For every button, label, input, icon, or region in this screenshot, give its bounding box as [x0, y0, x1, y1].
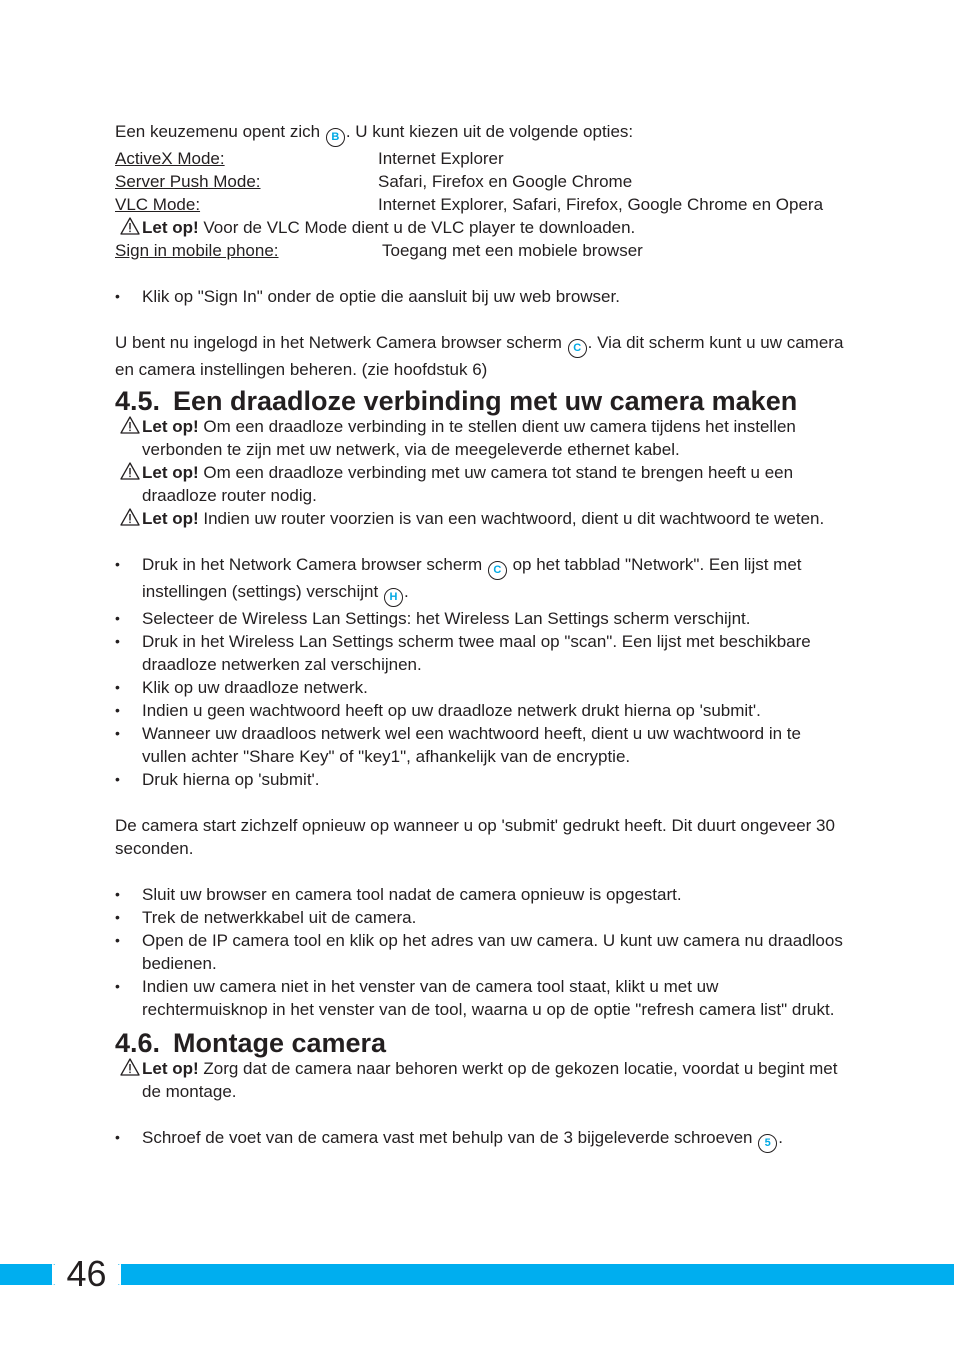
option-server-push: Server Push Mode: Safari, Firefox en Google Chrome — [115, 172, 633, 191]
section-heading-4-5: 4.5. Een draadloze verbinding met uw camera maken — [115, 386, 798, 416]
list-item: • Wanneer uw draadloos netwerk wel een wachtwoord heeft, dient u uw wachtwoord in te vullen achter "Share Key" of "key1", afhankelijk van de encryptie. — [115, 722, 845, 768]
list-item: • Indien u geen wachtwoord heeft op uw draadloze netwerk drukt hierna op 'submit'. — [115, 699, 845, 722]
list-item: • Druk in het Wireless Lan Settings scherm twee maal op "scan". Een lijst met beschikbare draadloze netwerken zal verschijnen. — [115, 630, 845, 676]
warning-ethernet: Let op! Om een draadloze verbinding in te stellen dient uw camera tijdens het instellen verbonden te zijn met uw netwerk, via de meegeleverde ethernet kabel. — [115, 415, 845, 461]
list-item: • Selecteer de Wireless Lan Settings: het Wireless Lan Settings scherm verschijnt. — [115, 607, 845, 630]
warning-vlc: Let op! Voor de VLC Mode dient u de VLC player te downloaden. — [115, 216, 845, 239]
signin-list — [115, 285, 845, 308]
warning-icon — [120, 508, 140, 526]
option-vlc: VLC Mode: Internet Explorer, Safari, Firefox, Google Chrome en Opera — [115, 195, 824, 214]
list-item: • Open de IP camera tool en klik op het adres van uw camera. U kunt uw camera nu draadloos bedienen. — [115, 929, 845, 975]
option-activex: ActiveX Mode: Internet Explorer — [115, 149, 504, 168]
list-item: • Sluit uw browser en camera tool nadat de camera opnieuw is opgestart. — [115, 883, 845, 906]
warning-password: Let op! Indien uw router voorzien is van een wachtwoord, dient u dit wachtwoord te weten. — [115, 507, 845, 530]
ref-marker-c: C — [568, 339, 587, 358]
option-mobile: Sign in mobile phone: Toegang met een mobiele browser — [115, 241, 643, 260]
footer-bar — [0, 1264, 954, 1285]
ref-marker-h: H — [384, 588, 403, 607]
warning-icon — [120, 462, 140, 480]
list-item: • Trek de netwerkkabel uit de camera. — [115, 906, 845, 929]
section-heading-4-6: 4.6. Montage camera — [115, 1028, 387, 1058]
list-item: • Druk hierna op 'submit'. — [115, 768, 845, 791]
page-content — [115, 120, 845, 1153]
logged-in-note: U bent nu ingelogd in het Netwerk Camera browser scherm C . Via dit scherm kunt u uw camera en camera instellingen beheren. (zie hoofdstuk 6) — [115, 333, 844, 379]
wireless-steps-list — [115, 553, 845, 791]
list-item: • Klik op "Sign In" onder de optie die aansluit bij uw web browser. — [115, 285, 845, 308]
mounting-steps-list — [115, 1126, 845, 1153]
warning-icon — [120, 416, 140, 434]
warning-icon — [120, 1058, 140, 1076]
menu-intro: Een keuzemenu opent zich B . U kunt kiezen uit de volgende opties: — [115, 120, 845, 147]
list-item: • Schroef de voet van de camera vast met behulp van de 3 bijgeleverde schroeven 5 . — [115, 1126, 845, 1153]
after-steps-list — [115, 883, 845, 1021]
list-item: • Indien uw camera niet in het venster van de camera tool staat, klikt u met uw rechtermuisknop in het venster van de tool, waarna u op de optie "refresh camera list" drukt. — [115, 975, 845, 1021]
page-number: 46 — [55, 1254, 118, 1294]
list-item: • Druk in het Network Camera browser scherm C op het tabblad "Network". Een lijst met instellingen (settings) verschijnt H . — [115, 553, 845, 607]
warning-router: Let op! Om een draadloze verbinding met uw camera tot stand te brengen heeft u een draadloze router nodig. — [115, 461, 845, 507]
restart-note: De camera start zichzelf opnieuw op wanneer u op 'submit' gedrukt heeft. Dit duurt ongeveer 30 seconden. — [115, 816, 835, 858]
ref-marker-5: 5 — [758, 1134, 777, 1153]
warning-mounting: Let op! Zorg dat de camera naar behoren werkt op de gekozen locatie, voordat u begint met de montage. — [115, 1057, 845, 1103]
warning-icon — [120, 217, 140, 235]
ref-marker-c: C — [488, 561, 507, 580]
list-item: • Klik op uw draadloze netwerk. — [115, 676, 845, 699]
ref-marker-b: B — [326, 128, 345, 147]
